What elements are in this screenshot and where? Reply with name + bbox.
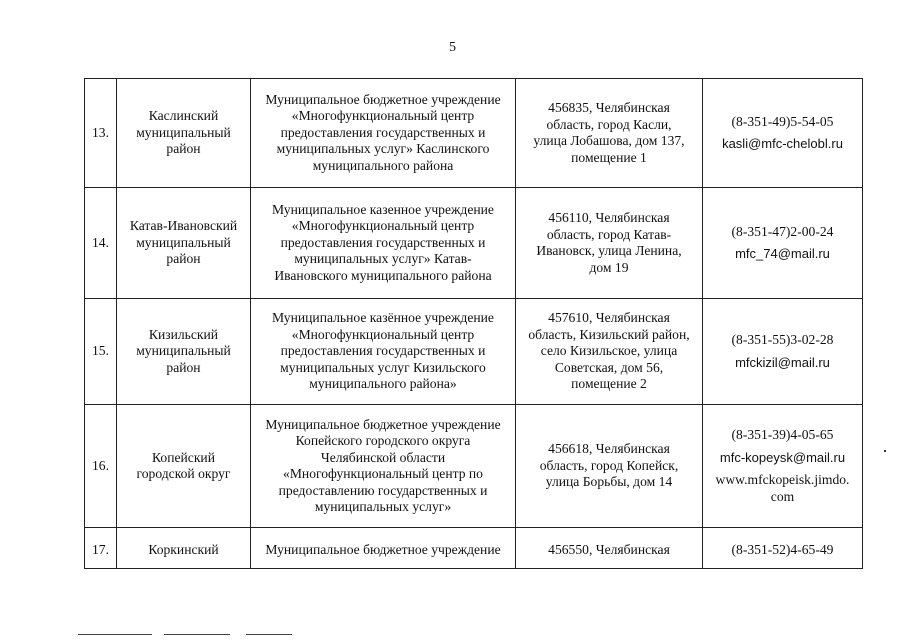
phone-number: (8-351-39)4-05-65 xyxy=(731,427,834,442)
row-number: 13. xyxy=(85,79,117,188)
row-number: 14. xyxy=(85,188,117,299)
mfc-table xyxy=(84,78,863,569)
contacts xyxy=(703,299,863,405)
email-address: mfc-kopeysk@mail.ru xyxy=(719,449,846,465)
institution-name: Муниципальное бюджетное учреждение xyxy=(251,528,516,569)
row-number: 16. xyxy=(85,405,117,528)
district-name: Коркинский xyxy=(117,528,251,569)
institution-name: Муниципальное бюджетное учреждение «Многофункциональный центр предоставления государственных и муниципальных услуг» Каслинского муниципального района xyxy=(251,79,516,188)
institution-name: Муниципальное казенное учреждение «Многофункциональный центр предоставления государственных и муниципальных услуг» Катав- Ивановского муниципального района xyxy=(251,188,516,299)
phone-number: (8-351-47)2-00-24 xyxy=(731,223,834,239)
contacts xyxy=(703,528,863,569)
table-row xyxy=(85,405,863,528)
table-row xyxy=(85,79,863,188)
phone-number: (8-351-49)5-54-05 xyxy=(731,113,834,129)
district-name: Катав-Ивановский муниципальный район xyxy=(117,188,251,299)
contacts xyxy=(703,79,863,188)
district-name: Копейский городской округ xyxy=(117,405,251,528)
address: 456550, Челябинская xyxy=(516,528,703,569)
email-address: kasli@mfc-chelobl.ru xyxy=(722,136,843,151)
table-row xyxy=(85,188,863,299)
website-address: www.mfckopeisk.jimdo. com xyxy=(715,472,850,504)
institution-name: Муниципальное казённое учреждение «Многофункциональный центр предоставления государственных и муниципальных услуг Кизильского муниципального района» xyxy=(251,299,516,405)
phone-number: (8-351-52)4-65-49 xyxy=(731,542,834,557)
row-number: 17. xyxy=(85,528,117,569)
address: 456110, Челябинская область, город Катав- Ивановск, улица Ленина, дом 19 xyxy=(516,188,703,299)
phone-number: (8-351-55)3-02-28 xyxy=(731,332,834,347)
footer-rule xyxy=(164,634,230,635)
district-name: Каслинский муниципальный район xyxy=(117,79,251,188)
contacts xyxy=(703,188,863,299)
contacts xyxy=(703,405,863,528)
email-address: mfc_74@mail.ru xyxy=(735,246,830,261)
institution-name: Муниципальное бюджетное учреждение Копейского городского округа Челябинской области «Многофункциональный центр по предоставлению государственных и муниципальных услуг» xyxy=(251,405,516,528)
scan-speck xyxy=(884,450,886,452)
address: 456618, Челябинская область, город Копейск, улица Борьбы, дом 14 xyxy=(516,405,703,528)
table-row xyxy=(85,528,863,569)
email-address: mfckizil@mail.ru xyxy=(735,354,830,370)
footer-rule xyxy=(78,634,152,635)
footer-rule xyxy=(246,634,292,635)
table-row xyxy=(85,299,863,405)
page-number: 5 xyxy=(449,40,456,55)
address: 456835, Челябинская область, город Касли, улица Лобашова, дом 137, помещение 1 xyxy=(516,79,703,188)
district-name: Кизильский муниципальный район xyxy=(117,299,251,405)
address: 457610, Челябинская область, Кизильский район, село Кизильское, улица Советская, дом 56, помещение 2 xyxy=(516,299,703,405)
row-number: 15. xyxy=(85,299,117,405)
